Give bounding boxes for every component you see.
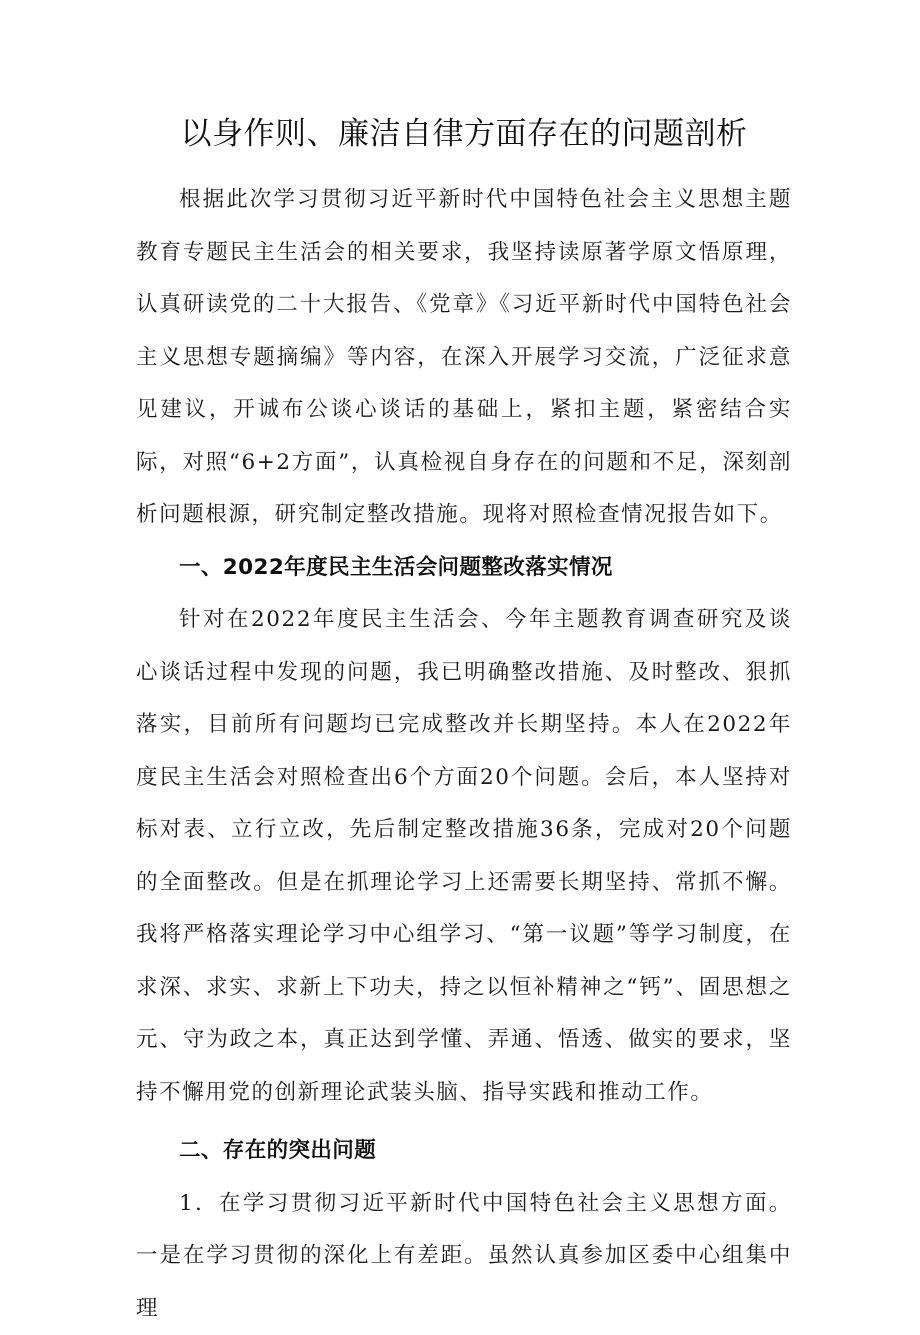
section-1-paragraph: 针对在2022年度民主生活会、今年主题教育调查研究及谈心谈话过程中发现的问题，我已明确整改措施、及时整改、狠抓落实，目前所有问题均已完成整改并长期坚持。本人在2022年度民主生活会对照检查出6个方面20个问题。会后，本人坚持对标对表、立行立改，先后制定整改措施36条，完成对20个问题的全面整改。但是在抓理论学习上还需要长期坚持、常抓不懈。我将严格落实理论学习中心组学习、“第一议题”等学习制度，在求深、求实、求新上下功夫，持之以恒补精神之“钙”、固思想之元、守为政之本，真正达到学懂、弄通、悟透、做实的要求，坚持不懈用党的创新理论武装头脑、指导实践和推动工作。 bbox=[136, 594, 792, 1119]
section-2-paragraph: 1．在学习贯彻习近平新时代中国特色社会主义思想方面。一是在学习贯彻的深化上有差距。虽然认真参加区委中心组集中理 bbox=[136, 1178, 792, 1335]
section-heading-1: 一、2022年度民主生活会问题整改落实情况 bbox=[136, 542, 792, 595]
document-title: 以身作则、廉洁自律方面存在的问题剖析 bbox=[136, 108, 792, 160]
section-heading-2: 二、存在的突出问题 bbox=[136, 1125, 792, 1178]
intro-paragraph: 根据此次学习贯彻习近平新时代中国特色社会主义思想主题教育专题民主生活会的相关要求，我坚持读原著学原文悟原理，认真研读党的二十大报告、《党章》《习近平新时代中国特色社会主义思想专题摘编》等内容，在深入开展学习交流，广泛征求意见建议，开诚布公谈心谈话的基础上，紧扣主题，紧密结合实际，对照“6+2方面”，认真检视自身存在的问题和不足，深刻剖析问题根源，研究制定整改措施。现将对照检查情况报告如下。 bbox=[136, 174, 792, 542]
document-page bbox=[136, 108, 792, 1335]
